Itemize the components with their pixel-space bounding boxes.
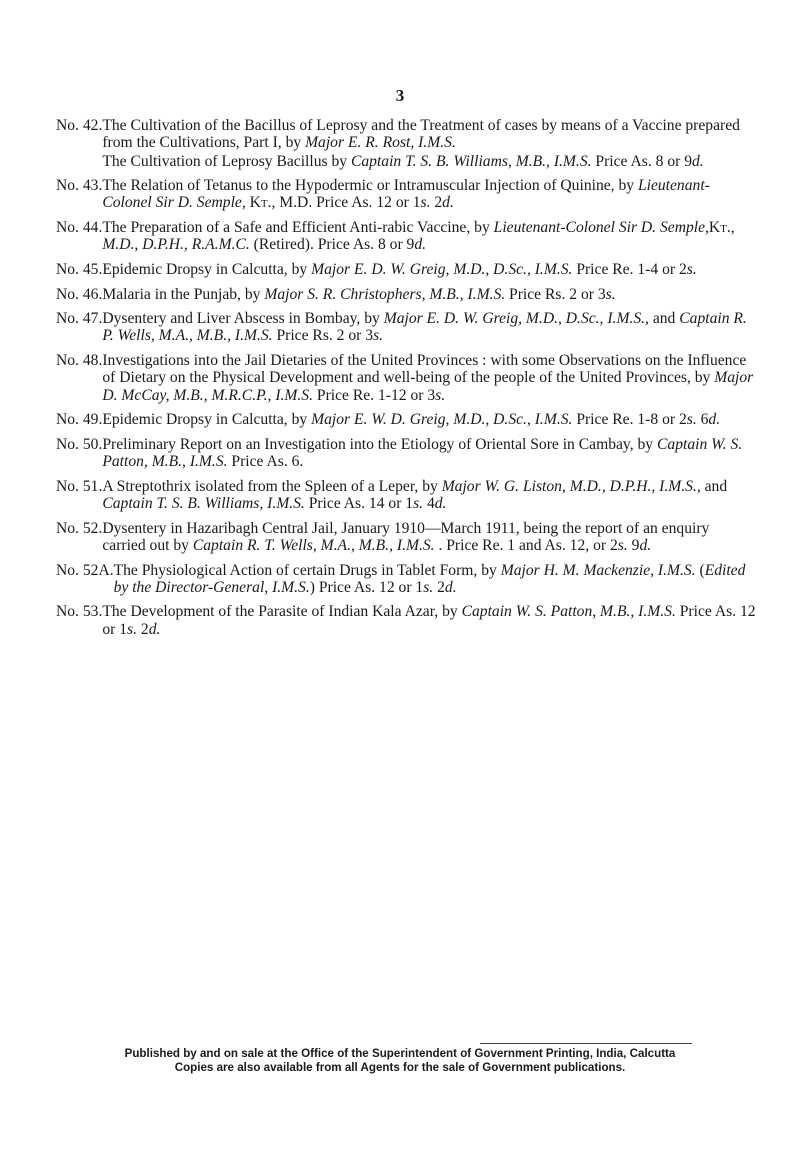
entry-number: No. 46.	[56, 285, 103, 303]
entry-description	[114, 562, 756, 597]
entry-author-text: Major S. R. Christophers, M.B., I.M.S.	[264, 285, 506, 303]
entry-description	[102, 478, 756, 513]
entry-author-text: Captain T. S. B. Williams, M.B., I.M.S.	[350, 152, 592, 170]
entry-text: Price Re. 1-8 or 2	[572, 411, 687, 429]
entry-text: 6	[696, 411, 709, 429]
publication-entry	[56, 261, 756, 278]
entry-paragraph	[102, 520, 756, 555]
entry-author-text: s.	[617, 536, 628, 554]
publication-entry	[56, 352, 756, 404]
entry-author-text: Major E. W. D. Greig, M.D., D.Sc., I.M.S.	[311, 411, 573, 429]
publication-entry	[56, 520, 756, 555]
entry-description	[102, 520, 756, 555]
entry-author-text: d.	[414, 236, 427, 254]
entry-number: No. 48.	[56, 352, 103, 370]
entry-text: . Price Re. 1 and As. 12, or 2	[434, 536, 618, 554]
entry-paragraph	[102, 603, 756, 638]
entry-number: No. 44.	[56, 219, 103, 237]
entry-text: A Streptothrix isolated from the Spleen of a Leper, by	[102, 477, 442, 495]
footer-divider	[480, 1043, 692, 1044]
entry-number: No. 45.	[56, 260, 103, 278]
entry-author-text: Captain T. S. B. Williams, I.M.S.	[102, 495, 305, 513]
entry-author-text: d.	[708, 411, 721, 429]
entry-text: Price As. 6.	[227, 453, 304, 471]
entry-text: Price Rs. 2 or 3	[505, 285, 606, 303]
entry-author-text: Major E. R. Rost, I.M.S.	[305, 134, 456, 152]
entry-author-text: s.	[420, 194, 431, 212]
entry-author-text: d.	[148, 620, 161, 638]
entry-paragraph	[102, 219, 756, 254]
entry-text: and	[648, 310, 680, 328]
entry-text: Investigations into the Jail Dietaries of the United Provinces : with some Observations on the Influence of Dietary on the Physical Development and well-being of the people of the United Provinces, by	[102, 352, 747, 387]
entry-author-text: d.	[639, 536, 652, 554]
entry-description	[102, 411, 756, 428]
entry-description	[102, 286, 756, 303]
publication-entry	[56, 310, 756, 345]
publication-list	[56, 117, 756, 645]
entry-author-text: Edited by the Director-General, I.M.S.	[113, 561, 746, 596]
entry-author-text: s.	[127, 620, 138, 638]
entry-number: No. 49.	[56, 411, 103, 429]
publication-entry	[56, 117, 756, 170]
entry-paragraph	[102, 310, 756, 345]
entry-text: 2	[433, 578, 445, 596]
entry-text: Dysentery in Hazaribagh Central Jail, January 1910—March 1911, being the report of an enquiry carried out by	[102, 519, 710, 554]
entry-author-text: s.	[686, 411, 697, 429]
entry-text: 9	[627, 536, 640, 554]
entry-description	[102, 219, 756, 254]
entry-author-text: Lieutenant-Colonel Sir D. Semple,	[493, 219, 709, 237]
entry-text: Price As. 14 or 1	[304, 495, 414, 513]
entry-description	[102, 352, 756, 404]
entry-text: Price As. 12 or 1	[312, 194, 421, 212]
publication-entry	[56, 177, 756, 212]
entry-paragraph	[102, 478, 756, 513]
entry-author-text: d.	[692, 152, 704, 170]
entry-author-text: s.	[605, 285, 616, 303]
entry-text: Epidemic Dropsy in Calcutta, by	[102, 411, 312, 429]
publication-entry	[56, 562, 756, 597]
entry-text: Epidemic Dropsy in Calcutta, by	[102, 260, 312, 278]
entry-text: The Cultivation of Leprosy Bacillus by	[102, 152, 351, 170]
entry-description	[102, 261, 756, 278]
entry-author-text: s.	[423, 578, 434, 596]
entry-author-text: d.	[444, 578, 457, 596]
entry-paragraph	[114, 562, 756, 597]
page-number: 3	[395, 86, 405, 105]
entry-author-text: Captain W. S. Patton, M.B., I.M.S.	[102, 435, 743, 471]
entry-text: Malaria in the Punjab, by	[102, 285, 265, 303]
entry-author-text: d.	[442, 194, 454, 212]
entry-text: 4	[423, 495, 435, 513]
entry-text: The Relation of Tetanus to the Hypodermic or Intramuscular Injection of Quinine, by	[102, 177, 638, 195]
entry-paragraph	[102, 153, 756, 170]
entry-author-text: s.	[373, 327, 384, 345]
entry-text: 2	[137, 620, 149, 638]
entry-author-text: d.	[434, 495, 447, 513]
entry-author-text: s.	[435, 386, 446, 404]
entry-author-text: M.D., D.P.H., R.A.M.C.	[102, 236, 250, 254]
entry-text: The Development of the Parasite of Indian Kala Azar, by	[102, 603, 462, 621]
entry-text: 2	[430, 194, 443, 212]
publication-entry	[56, 286, 756, 303]
entry-description	[102, 117, 756, 170]
publication-entry	[56, 219, 756, 254]
footer-line-agents: Copies are also available from all Agents for the sale of Government publications.	[174, 1061, 626, 1074]
publication-entry	[56, 411, 756, 428]
entry-author-text: Major E. D. W. Greig, M.D., D.Sc., I.M.S.	[311, 260, 573, 278]
entry-description	[102, 436, 756, 471]
publication-entry	[56, 436, 756, 471]
entry-author-text: Lieutenant-Colonel Sir D. Semple,	[102, 177, 710, 212]
entry-text: Price Re. 1-4 or 2	[572, 260, 687, 278]
entry-number: No. 52.	[56, 519, 103, 537]
entry-author-text: Major W. G. Liston, M.D., D.P.H., I.M.S.,	[441, 477, 701, 495]
entry-author-text: Captain R. P. Wells, M.A., M.B., I.M.S.	[102, 310, 747, 345]
entry-text: The Physiological Action of certain Drugs in Tablet Form, by	[113, 561, 501, 579]
entry-text: Dysentery and Liver Abscess in Bombay, by	[102, 310, 384, 328]
entry-text: (	[695, 561, 705, 579]
entry-text: Price Rs. 2 or 3	[272, 327, 374, 345]
entry-number: No. 43.	[56, 177, 103, 195]
entry-paragraph	[102, 261, 756, 278]
entry-text: and	[700, 477, 728, 495]
entry-author-text: s.	[686, 260, 697, 278]
entry-description	[102, 310, 756, 345]
entry-text: Kt., M.D.	[245, 194, 313, 212]
publisher-footer	[0, 1047, 800, 1075]
entry-paragraph	[102, 177, 756, 212]
entry-text: Kt.,	[708, 219, 735, 237]
entry-text: Price As. 12 or 1	[102, 603, 756, 638]
publication-entry	[56, 603, 756, 638]
entry-text: The Preparation of a Safe and Efficient Anti-rabic Vaccine, by	[102, 219, 494, 237]
entry-description	[102, 177, 756, 212]
entry-number: No. 52A.	[56, 561, 114, 579]
entry-number: No. 53.	[56, 603, 103, 621]
entry-description	[102, 603, 756, 638]
entry-text: Price Re. 1-12 or 3	[313, 386, 436, 404]
entry-author-text: Major E. D. W. Greig, M.D., D.Sc., I.M.S.,	[383, 310, 649, 328]
entry-text: Price As. 8 or 9	[591, 152, 692, 170]
entry-paragraph	[102, 286, 756, 303]
entry-paragraph	[102, 352, 756, 404]
entry-number: No. 50.	[56, 435, 103, 453]
entry-text: ) Price As. 12 or 1	[309, 578, 424, 596]
entry-paragraph	[102, 117, 756, 152]
entry-author-text: s.	[413, 495, 424, 513]
footer-line-publisher: Published by and on sale at the Office of the Superintendent of Government Printing, India, Calcutta	[124, 1047, 676, 1060]
entry-text: (Retired). Price As. 8 or 9	[249, 236, 415, 254]
publication-entry	[56, 478, 756, 513]
entry-author-text: Captain W. S. Patton, M.B., I.M.S.	[461, 603, 676, 621]
entry-author-text: Major D. McCay, M.B., M.R.C.P., I.M.S.	[102, 369, 754, 404]
entry-paragraph	[102, 411, 756, 428]
entry-paragraph	[102, 436, 756, 471]
entry-author-text: Captain R. T. Wells, M.A., M.B., I.M.S.	[192, 536, 435, 554]
entry-number: No. 51.	[56, 477, 103, 495]
entry-number: No. 47.	[56, 310, 103, 328]
entry-number: No. 42.	[56, 117, 103, 134]
entry-text: The Cultivation of the Bacillus of Leprosy and the Treatment of cases by means of a Vaccine prepared from the Cultivations, Part I, by	[102, 117, 740, 152]
entry-text: Preliminary Report on an Investigation into the Etiology of Oriental Sore in Cambay, by	[102, 435, 657, 453]
entry-author-text: Major H. M. Mackenzie, I.M.S.	[500, 561, 696, 579]
